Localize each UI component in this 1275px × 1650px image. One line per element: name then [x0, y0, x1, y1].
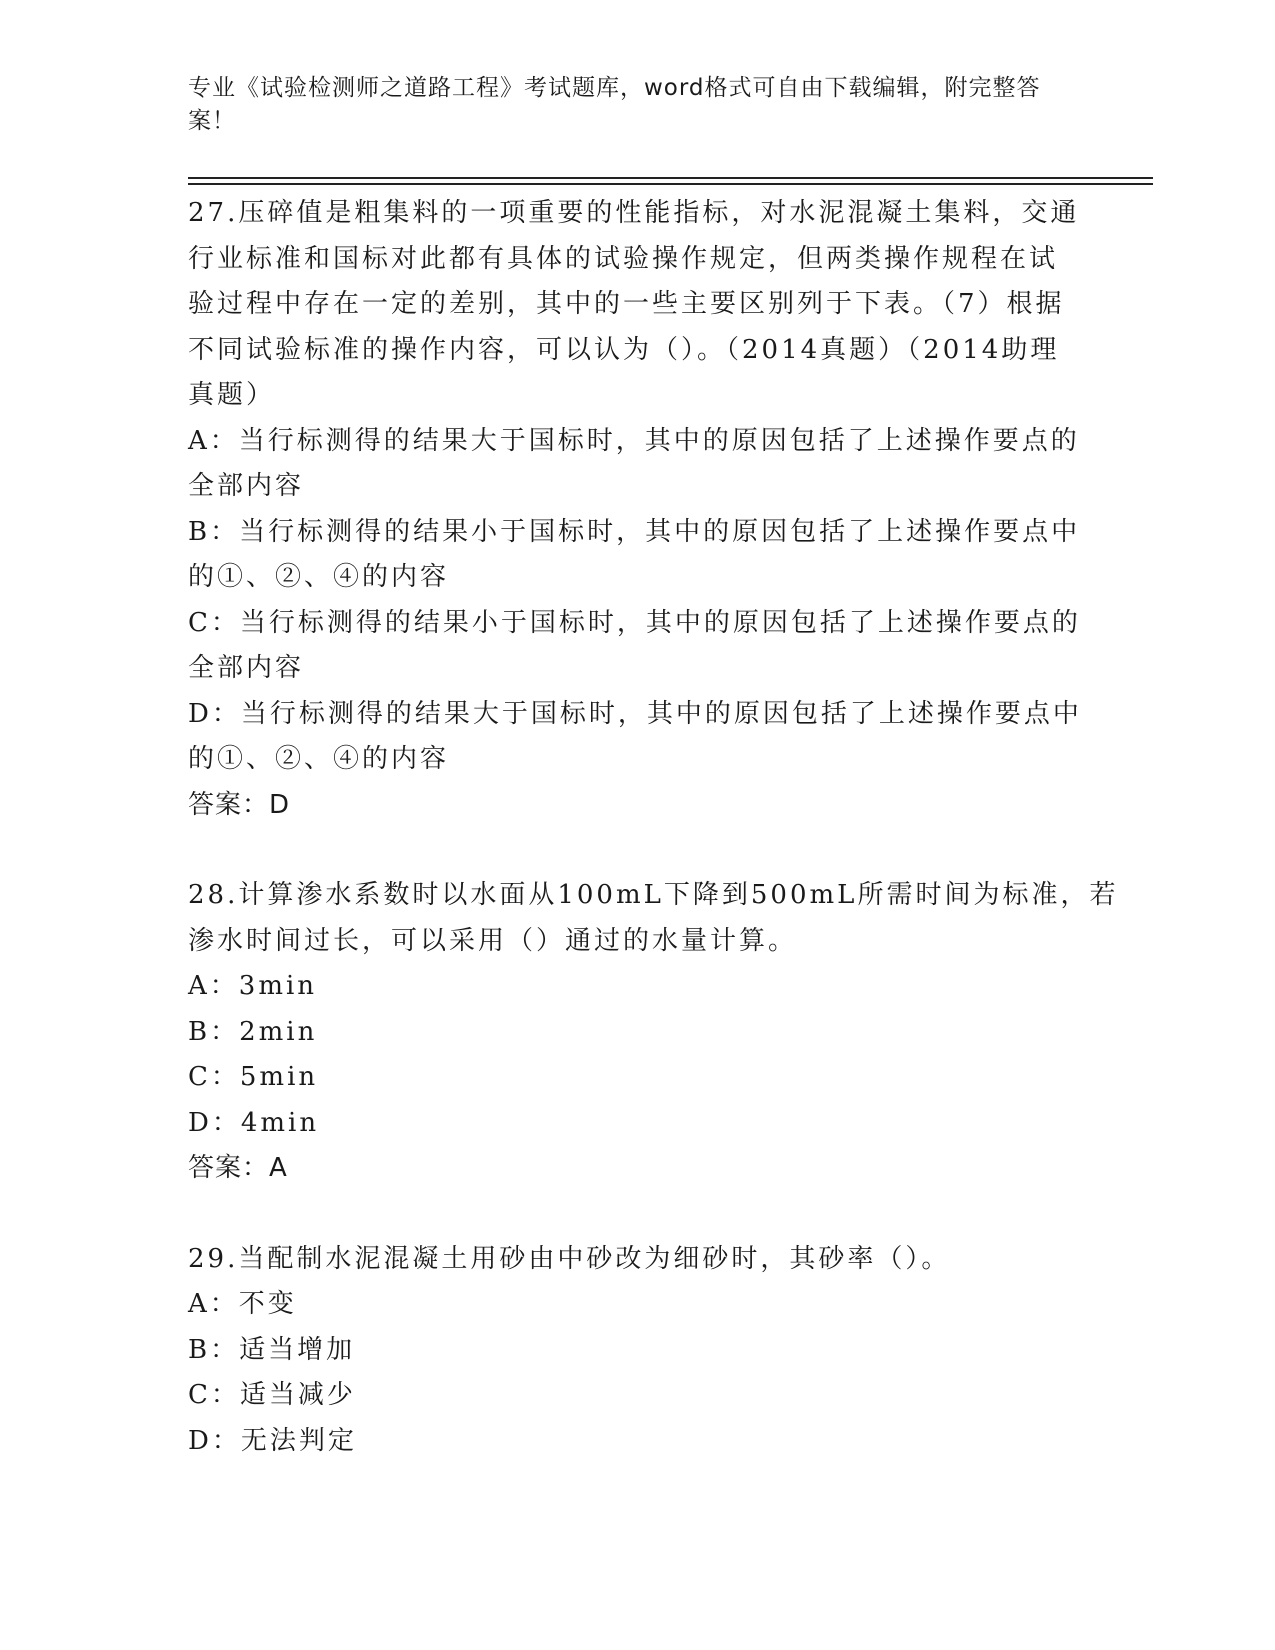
option-line: A：当行标测得的结果大于国标时，其中的原因包括了上述操作要点的: [188, 425, 1080, 456]
option-d: [188, 692, 1082, 783]
option-line: 全部内容: [188, 471, 305, 501]
option-c: [188, 601, 1081, 692]
option-d: D：4min: [188, 1107, 320, 1138]
option-b: B：适当增加: [188, 1334, 356, 1365]
question-stem-line: 28.计算渗水系数时以水面从100mL下降到500mL所需时间为标准，若: [188, 880, 1119, 910]
header-line-1: 专业《试验检测师之道路工程》考试题库，word格式可自由下载编辑，附完整答: [188, 75, 1041, 101]
header-line-2: 案！: [188, 108, 236, 134]
question-stem-line: 行业标准和国标对此都有具体的试验操作规定，但两类操作规程在试: [188, 243, 1059, 274]
question-list: [188, 191, 1119, 1464]
question-spacer: [188, 828, 1068, 873]
option-c: C：适当减少: [188, 1380, 356, 1410]
question-stem-line: 不同试验标准的操作内容，可以认为（）。（2014真题）（2014助理: [188, 334, 1060, 365]
option-c: C：5min: [188, 1062, 319, 1092]
question-27: [188, 191, 1082, 828]
option-line: 全部内容: [188, 653, 305, 683]
option-a: A：3min: [188, 971, 318, 1001]
option-b: [188, 510, 1081, 601]
question-stem-line: 渗水时间过长，可以采用（）通过的水量计算。: [188, 925, 798, 956]
question-28: [188, 873, 1119, 1192]
header-divider-top: [188, 177, 1153, 179]
option-a: [188, 419, 1080, 510]
option-d: D：无法判定: [188, 1425, 357, 1456]
question-spacer: [188, 1192, 1068, 1237]
question-stem-line: 29.当配制水泥混凝土用砂由中砂改为细砂时，其砂率（）。: [188, 1243, 951, 1274]
option-line: B：当行标测得的结果小于国标时，其中的原因包括了上述操作要点中: [188, 516, 1081, 547]
question-stem-line: 真题）: [188, 380, 276, 410]
document-header: [188, 72, 1068, 138]
answer-label: 答案：D: [188, 789, 291, 820]
option-line: D：当行标测得的结果大于国标时，其中的原因包括了上述操作要点中: [188, 698, 1082, 729]
header-divider-bottom: [188, 183, 1153, 185]
option-line: 的①、②、④的内容: [188, 562, 450, 592]
question-29: [188, 1237, 1068, 1465]
question-stem-line: 27.压碎值是粗集料的一项重要的性能指标，对水泥混凝土集料，交通: [188, 198, 1080, 228]
question-stem-line: 验过程中存在一定的差别，其中的一些主要区别列于下表。（7）根据: [188, 289, 1065, 319]
option-b: B：2min: [188, 1016, 318, 1047]
option-line: C：当行标测得的结果小于国标时，其中的原因包括了上述操作要点的: [188, 607, 1081, 638]
option-a: A：不变: [188, 1289, 297, 1319]
option-line: 的①、②、④的内容: [188, 744, 450, 774]
answer-label: 答案：A: [188, 1153, 288, 1183]
